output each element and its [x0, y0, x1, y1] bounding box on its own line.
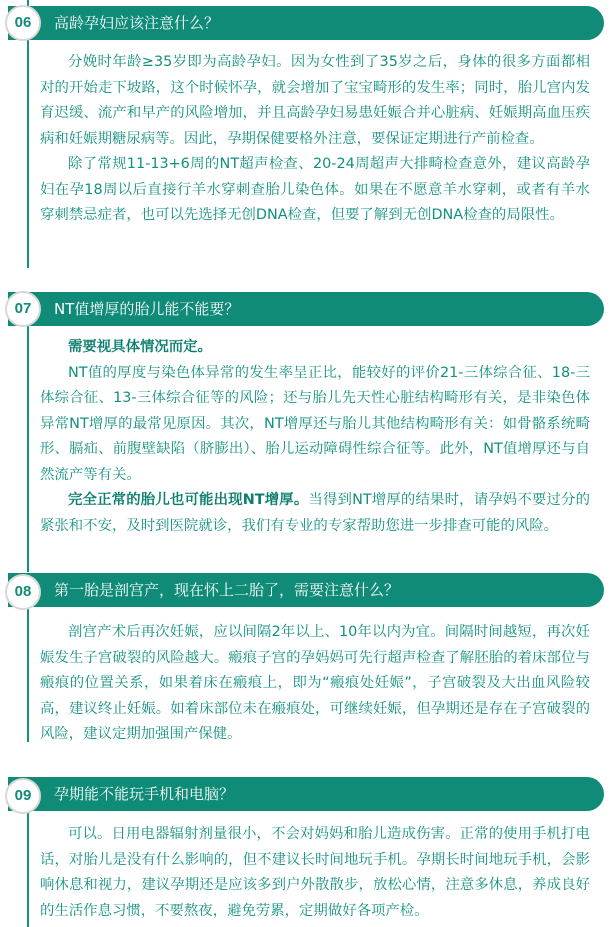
timeline-line-09 — [27, 795, 29, 927]
lead-paragraph — [40, 335, 590, 361]
timeline-line-08 — [27, 590, 29, 742]
paragraph: 可以。日用电器辐射剂量很小，不会对妈妈和胎儿造成伤害。正常的使用手机打电话，对胎儿是没有什么影响的，但不建议长时间地玩手机。孕期长时间地玩手机，会影响休息和视力，建议孕期还是应该多到户外散散步，放松心情，注意多休息，养成良好的生活作息习惯，不要熬夜，避免劳累，定期做好各项产检。 — [40, 826, 590, 919]
paragraph: 除了常规11-13+6周的NT超声检查、20-24周超声大排畸检查意外，建议高龄孕妇在孕18周以后直接行羊水穿刺查胎儿染色体。如果在不愿意羊水穿刺，或者有羊水穿刺禁忌症者，也可以先选择无创DNA检查，但要了解到无创DNA检查的局限性。 — [40, 156, 590, 223]
section-body — [40, 620, 590, 748]
paragraph: 剖宫产术后再次妊娠，应以间隔2年以上、10年以内为宜。间隔时间越短，再次妊娠发生子宫破裂的风险越大。瘢痕子宫的孕妈妈可先行超声检查了解胚胎的着床部位与瘢痕的位置关系，如果着床在瘢痕上，即为“瘢痕处妊娠”，子宫破裂及大出血风险较高，建议终止妊娠。如着床部位未在瘢痕处，可继续妊娠，但孕期还是存在子宫破裂的风险，建议定期加强围产保健。 — [40, 624, 590, 742]
section-header — [8, 573, 604, 607]
section-header — [8, 292, 604, 326]
lead-text: 需要视具体情况而定。 — [68, 339, 212, 355]
section-body — [40, 335, 590, 539]
section-title: 高龄孕妇应该注意什么？ — [54, 14, 220, 32]
section-number-badge: 09 — [5, 778, 41, 814]
timeline-line-07 — [27, 310, 29, 572]
section-number-badge: 06 — [5, 5, 41, 41]
section-title: NT值增厚的胎儿能不能要？ — [54, 300, 240, 318]
paragraph: 分娩时年龄≥35岁即为高龄孕妇。因为女性到了35岁之后，身体的很多方面都相对的开始走下坡路，这个时候怀孕，就会增加了宝宝畸形的发生率；同时，胎儿宫内发育迟缓、流产和早产的风险增加，并且高龄孕妇易患妊娠合并心脏病、妊娠期高血压疾病和妊娠期糖尿病等。因此，孕期保健要格外注意，要保证定期进行产前检查。 — [40, 54, 590, 147]
closing-paragraph — [40, 488, 590, 539]
section-header — [8, 777, 604, 811]
section-body — [40, 822, 590, 924]
paragraph: NT值的厚度与染色体异常的发生率呈正比，能较好的评价21-三体综合征、18-三体综合征、13-三体综合征等的风险；还与胎儿先天性心脏结构畸形有关，是非染色体异常NT增厚的最常见原因。其次，NT增厚还与胎儿其他结构畸形有关：如骨骼系统畸形、膈疝、前腹壁缺陷（脐膨出）、胎儿运动障碍性综合征等。此外，NT值增厚还与自然流产等有关。 — [40, 364, 590, 483]
section-number-badge: 08 — [5, 574, 41, 610]
emphasis-text: 完全正常的胎儿也可能出现NT增厚。 — [68, 492, 309, 508]
section-title: 孕期能不能玩手机和电脑？ — [54, 785, 235, 803]
section-title: 第一胎是剖宫产，现在怀上二胎了，需要注意什么？ — [54, 581, 400, 599]
section-header — [8, 6, 604, 40]
section-body — [40, 50, 590, 229]
closing-text: 当得到NT增厚的结果时，请孕妈不要过分的紧张和不安，及时到医院就诊，我们有专业的专家帮助您进一步排查可能的风险。 — [40, 492, 590, 534]
section-number-badge: 07 — [5, 291, 41, 327]
